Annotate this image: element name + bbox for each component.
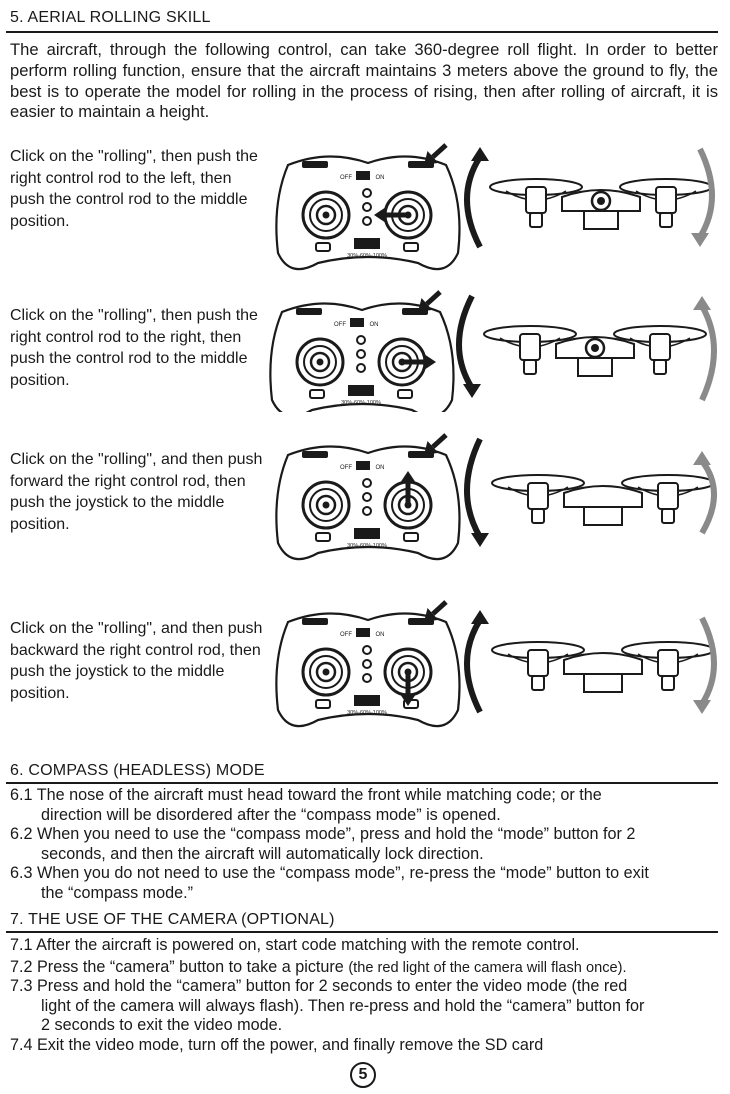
- roll-arrow-left-head: [463, 384, 481, 398]
- step-2-illustration: [262, 282, 726, 412]
- leg-2: [654, 360, 666, 374]
- list-item-6-2: [10, 825, 720, 864]
- left-stick-cap: [323, 502, 330, 509]
- motor-1: [528, 483, 548, 509]
- item-6-3-line2: the “compass mode.”: [41, 883, 194, 902]
- label-speed: 30%-60%-100%: [341, 400, 381, 406]
- list-item-7-2: [10, 958, 720, 979]
- rolling-pointer-arrow-shaft: [433, 602, 446, 614]
- section-6-title: 6. COMPASS (HEADLESS) MODE: [10, 762, 265, 779]
- step-1-figure: [268, 135, 726, 275]
- item-7-2-main: 7.2 Press the “camera” button to take a picture: [10, 958, 349, 976]
- list-item-7-3: [10, 977, 720, 1036]
- speed-switch: [354, 528, 380, 539]
- leg-2: [660, 213, 672, 227]
- label-speed: 30%-60%-100%: [347, 253, 387, 259]
- leg-1: [524, 360, 536, 374]
- item-7-2-note: (the red light of the camera will flash once).: [348, 960, 627, 976]
- speed-switch: [354, 238, 380, 249]
- drone-body: [564, 653, 642, 674]
- power-switch: [350, 318, 364, 327]
- drone: [490, 179, 712, 229]
- roll-arrow-right-head: [693, 296, 711, 310]
- roll-arrow-right-arc: [702, 618, 714, 704]
- label-off: OFF: [340, 465, 352, 471]
- drone: [492, 475, 714, 525]
- speed-switch: [348, 385, 374, 396]
- item-6-3-line1: 6.3 When you do not need to use the “compass mode”, re-press the “mode” button to exit: [10, 864, 649, 882]
- section-5-title: 5. AERIAL ROLLING SKILL: [10, 9, 211, 26]
- step-3-text: Click on the "rolling", and then push forward the right control rod, then push the joystick to the middle position.: [10, 451, 263, 533]
- rolling-pointer-arrow-shaft: [433, 435, 446, 447]
- rolling-pointer-arrow-shaft: [433, 145, 446, 157]
- motor-2: [656, 187, 676, 213]
- drone-lens: [591, 344, 599, 352]
- section-5-intro: The aircraft, through the following control, can take 360-degree roll flight. In order to better perform rolling function, ensure that the aircraft maintains 3 meters above the ground to fly, the best is to operate the model for rolling in the process of rising, then after rolling of aircraft, it is easier to maintain a height.: [10, 40, 718, 122]
- step-1-text: Click on the "rolling", then push the right control rod to the left, then push the control rod to the middle position.: [10, 148, 258, 230]
- list-item-7-4: 7.4 Exit the video mode, turn off the power, and finally remove the SD card: [10, 1036, 544, 1054]
- leg-1: [532, 676, 544, 690]
- controller: [276, 145, 459, 269]
- drone-lens: [597, 197, 605, 205]
- label-on: ON: [375, 632, 385, 638]
- roll-arrow-left-head: [471, 147, 489, 161]
- list-item-6-3: [10, 864, 720, 903]
- label-off: OFF: [340, 175, 352, 181]
- label-off: OFF: [340, 632, 352, 638]
- item-6-2-line1: 6.2 When you need to use the “compass mode”, press and hold the “mode” button for 2: [10, 825, 636, 843]
- controller: [276, 602, 459, 726]
- drone: [484, 326, 706, 376]
- label-on: ON: [375, 175, 385, 181]
- left-stick-cap: [317, 359, 324, 366]
- roll-arrow-right-head: [693, 451, 711, 465]
- item-6-1-line1: 6.1 The nose of the aircraft must head toward the front while matching code; or the: [10, 786, 602, 804]
- section-5-rule: [6, 31, 718, 33]
- label-on: ON: [369, 322, 379, 328]
- rolling-pointer-arrow-shaft: [427, 292, 440, 304]
- step-2-figure: [262, 282, 726, 412]
- controller: [270, 292, 453, 412]
- item-7-3-line1: 7.3 Press and hold the “camera” button for 2 seconds to enter the video mode (the red: [10, 977, 628, 995]
- left-stick-cap: [323, 669, 330, 676]
- drone-battery: [584, 211, 618, 229]
- left-stick-cap: [323, 212, 330, 219]
- motor-1: [520, 334, 540, 360]
- shoulder-left: [302, 451, 328, 458]
- roll-arrow-left-head: [471, 610, 489, 624]
- motor-2: [658, 650, 678, 676]
- motor-2: [658, 483, 678, 509]
- roll-arrow-right-head: [693, 700, 711, 714]
- shoulder-left: [302, 161, 328, 168]
- motor-1: [526, 187, 546, 213]
- speed-switch: [354, 695, 380, 706]
- power-switch: [356, 461, 370, 470]
- section-6-rule: [6, 782, 718, 784]
- roll-arrow-left-arc: [467, 620, 480, 712]
- step-2-text: Click on the "rolling", then push the right control rod to the right, then push the control rod to the middle position.: [10, 307, 258, 389]
- step-4-figure: [268, 592, 726, 740]
- label-speed: 30%-60%-100%: [347, 710, 387, 716]
- motor-2: [650, 334, 670, 360]
- label-speed: 30%-60%-100%: [347, 543, 387, 549]
- roll-arrow-left-arc: [467, 439, 480, 537]
- section-7-rule: [6, 931, 718, 933]
- page-number: 5: [350, 1062, 376, 1088]
- drone-body: [564, 486, 642, 507]
- motor-1: [528, 650, 548, 676]
- step-3-figure: [268, 425, 726, 575]
- roll-arrow-right-head: [691, 233, 709, 247]
- roll-arrow-right-arc: [702, 306, 714, 400]
- roll-arrow-left-head: [471, 533, 489, 547]
- label-off: OFF: [334, 322, 346, 328]
- leg-1: [530, 213, 542, 227]
- drone-battery: [584, 507, 622, 525]
- shoulder-left: [296, 308, 322, 315]
- drone-battery: [578, 358, 612, 376]
- item-6-2-line2: seconds, and then the aircraft will automatically lock direction.: [41, 844, 484, 863]
- step-4-illustration: [268, 592, 726, 740]
- leg-2: [662, 509, 674, 523]
- item-7-3-line2: light of the camera will always flash). Then re-press and hold the “camera” button for: [41, 996, 645, 1015]
- roll-arrow-left-arc: [459, 296, 472, 388]
- shoulder-left: [302, 618, 328, 625]
- item-7-3-line3: 2 seconds to exit the video mode.: [41, 1016, 283, 1034]
- roll-arrow-right-arc: [702, 461, 714, 533]
- list-item-6-1: [10, 786, 720, 825]
- section-7-title: 7. THE USE OF THE CAMERA (OPTIONAL): [10, 911, 335, 928]
- item-6-1-line2: direction will be disordered after the “compass mode” is opened.: [41, 805, 501, 824]
- power-switch: [356, 628, 370, 637]
- leg-2: [662, 676, 674, 690]
- controller: [276, 435, 459, 559]
- leg-1: [532, 509, 544, 523]
- step-4-text: Click on the "rolling", and then push backward the right control rod, then push the joystick to the middle position.: [10, 620, 263, 702]
- step-3-illustration: [268, 425, 726, 575]
- list-item-7-1: 7.1 After the aircraft is powered on, start code matching with the remote control.: [10, 936, 580, 954]
- label-on: ON: [375, 465, 385, 471]
- drone-battery: [584, 674, 622, 692]
- power-switch: [356, 171, 370, 180]
- step-1-illustration: [268, 135, 726, 275]
- roll-arrow-left-arc: [467, 157, 480, 247]
- drone: [492, 642, 714, 692]
